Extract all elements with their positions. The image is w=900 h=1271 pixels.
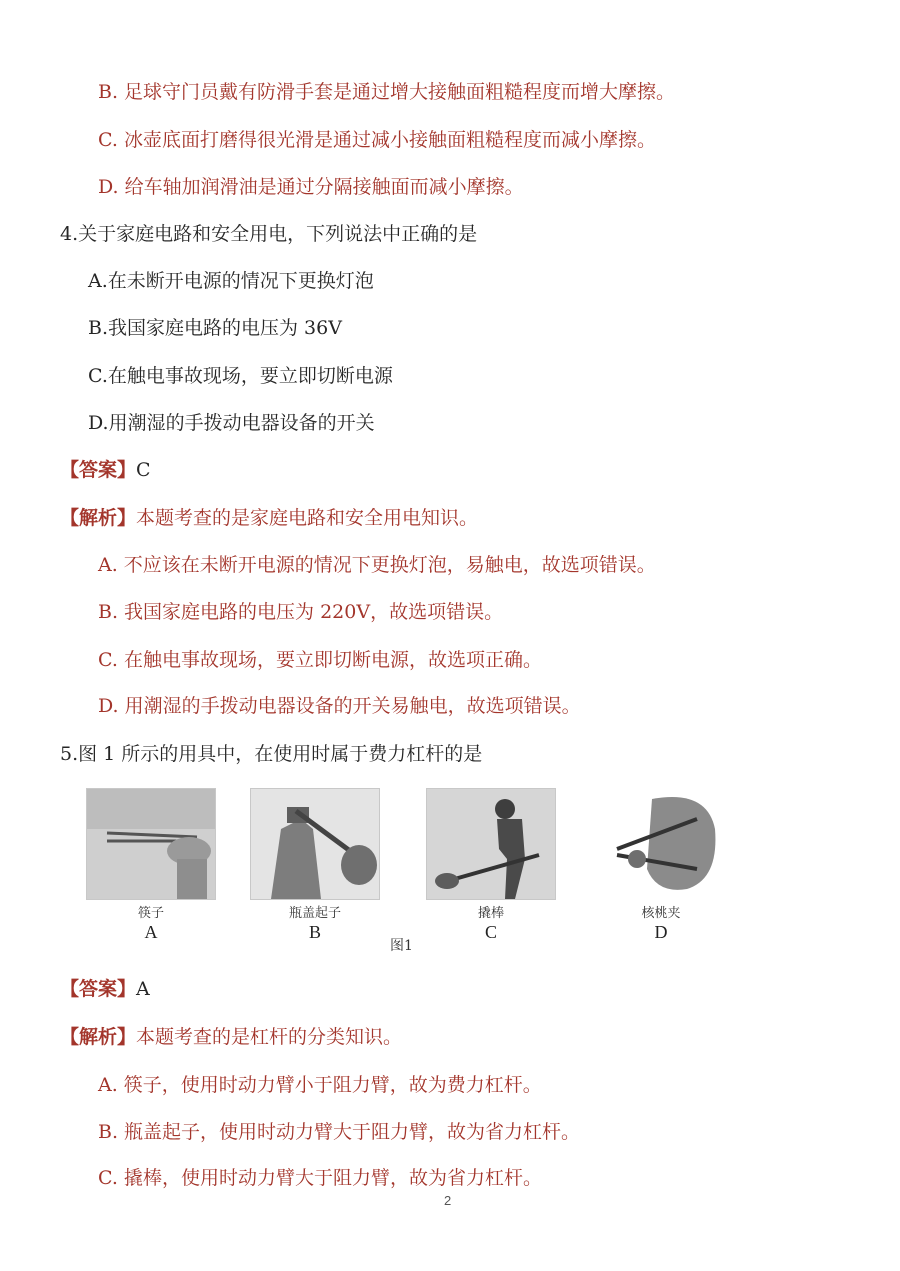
- q4-analysis: [60, 504, 478, 532]
- figure-a-caption: 筷子: [137, 906, 164, 921]
- answer-value: A: [136, 978, 150, 1000]
- prev-option-c: C. 冰壶底面打磨得很光滑是通过减小接触面粗糙程度而减小摩擦。: [98, 129, 656, 151]
- figure-a: [86, 788, 216, 942]
- q4-analysis-a: A. 不应该在未断开电源的情况下更换灯泡，易触电，故选项错误。: [98, 554, 656, 576]
- q4-option-a: A.在未断开电源的情况下更换灯泡: [88, 270, 374, 292]
- q5-stem: 5.图 1 所示的用具中，在使用时属于费力杠杆的是: [60, 743, 483, 765]
- figure-d-caption: 核桃夹: [641, 906, 681, 921]
- figure-b: [250, 788, 380, 942]
- crowbar-image: [426, 788, 556, 900]
- bottle-opener-image: [250, 788, 380, 900]
- q5-analysis-a: A. 筷子，使用时动力臂小于阻力臂，故为费力杠杆。: [98, 1074, 542, 1096]
- figure-d-letter: D: [654, 922, 668, 942]
- analysis-intro: 本题考查的是家庭电路和安全用电知识。: [136, 507, 479, 529]
- page-number: 2: [444, 1193, 452, 1208]
- q5-analysis-b: B. 瓶盖起子，使用时动力臂大于阻力臂，故为省力杠杆。: [98, 1121, 581, 1143]
- q4-analysis-c: C. 在触电事故现场，要立即切断电源，故选项正确。: [98, 649, 542, 671]
- figure-d: [596, 788, 726, 942]
- q5-answer: [60, 975, 150, 1003]
- nutcracker-image: [596, 788, 726, 900]
- q4-analysis-b: B. 我国家庭电路的电压为 220V，故选项错误。: [98, 601, 504, 623]
- prev-option-b: B. 足球守门员戴有防滑手套是通过增大接触面粗糙程度而增大摩擦。: [98, 81, 676, 103]
- q4-option-c: C.在触电事故现场，要立即切断电源: [88, 365, 393, 387]
- q4-stem: 4.关于家庭电路和安全用电，下列说法中正确的是: [60, 223, 478, 245]
- answer-tag: 【答案】: [60, 978, 137, 1000]
- figure-a-letter: A: [144, 922, 158, 942]
- figure-1-row: [80, 788, 740, 948]
- q4-answer: [60, 456, 151, 484]
- prev-option-d: D. 给车轴加润滑油是通过分隔接触面而减小摩擦。: [98, 176, 524, 198]
- analysis-tag: 【解析】: [60, 1026, 137, 1048]
- figure-b-letter: B: [308, 922, 321, 942]
- q5-analysis-c: C. 撬棒，使用时动力臂大于阻力臂，故为省力杠杆。: [98, 1167, 542, 1189]
- analysis-tag: 【解析】: [60, 507, 137, 529]
- figure-title: 图1: [390, 938, 413, 954]
- q4-analysis-d: D. 用潮湿的手拨动电器设备的开关易触电，故选项错误。: [98, 695, 581, 717]
- q4-option-b: B.我国家庭电路的电压为 36V: [88, 317, 342, 339]
- q5-analysis: [60, 1023, 402, 1051]
- figure-c-letter: C: [484, 922, 497, 942]
- figure-c-caption: 撬棒: [477, 906, 504, 921]
- analysis-intro: 本题考查的是杠杆的分类知识。: [136, 1026, 403, 1048]
- figure-b-caption: 瓶盖起子: [288, 906, 341, 921]
- answer-tag: 【答案】: [60, 459, 137, 481]
- chopsticks-image: [86, 788, 216, 900]
- figure-c: [426, 788, 556, 942]
- answer-value: C: [136, 459, 151, 481]
- q4-option-d: D.用潮湿的手拨动电器设备的开关: [88, 412, 375, 434]
